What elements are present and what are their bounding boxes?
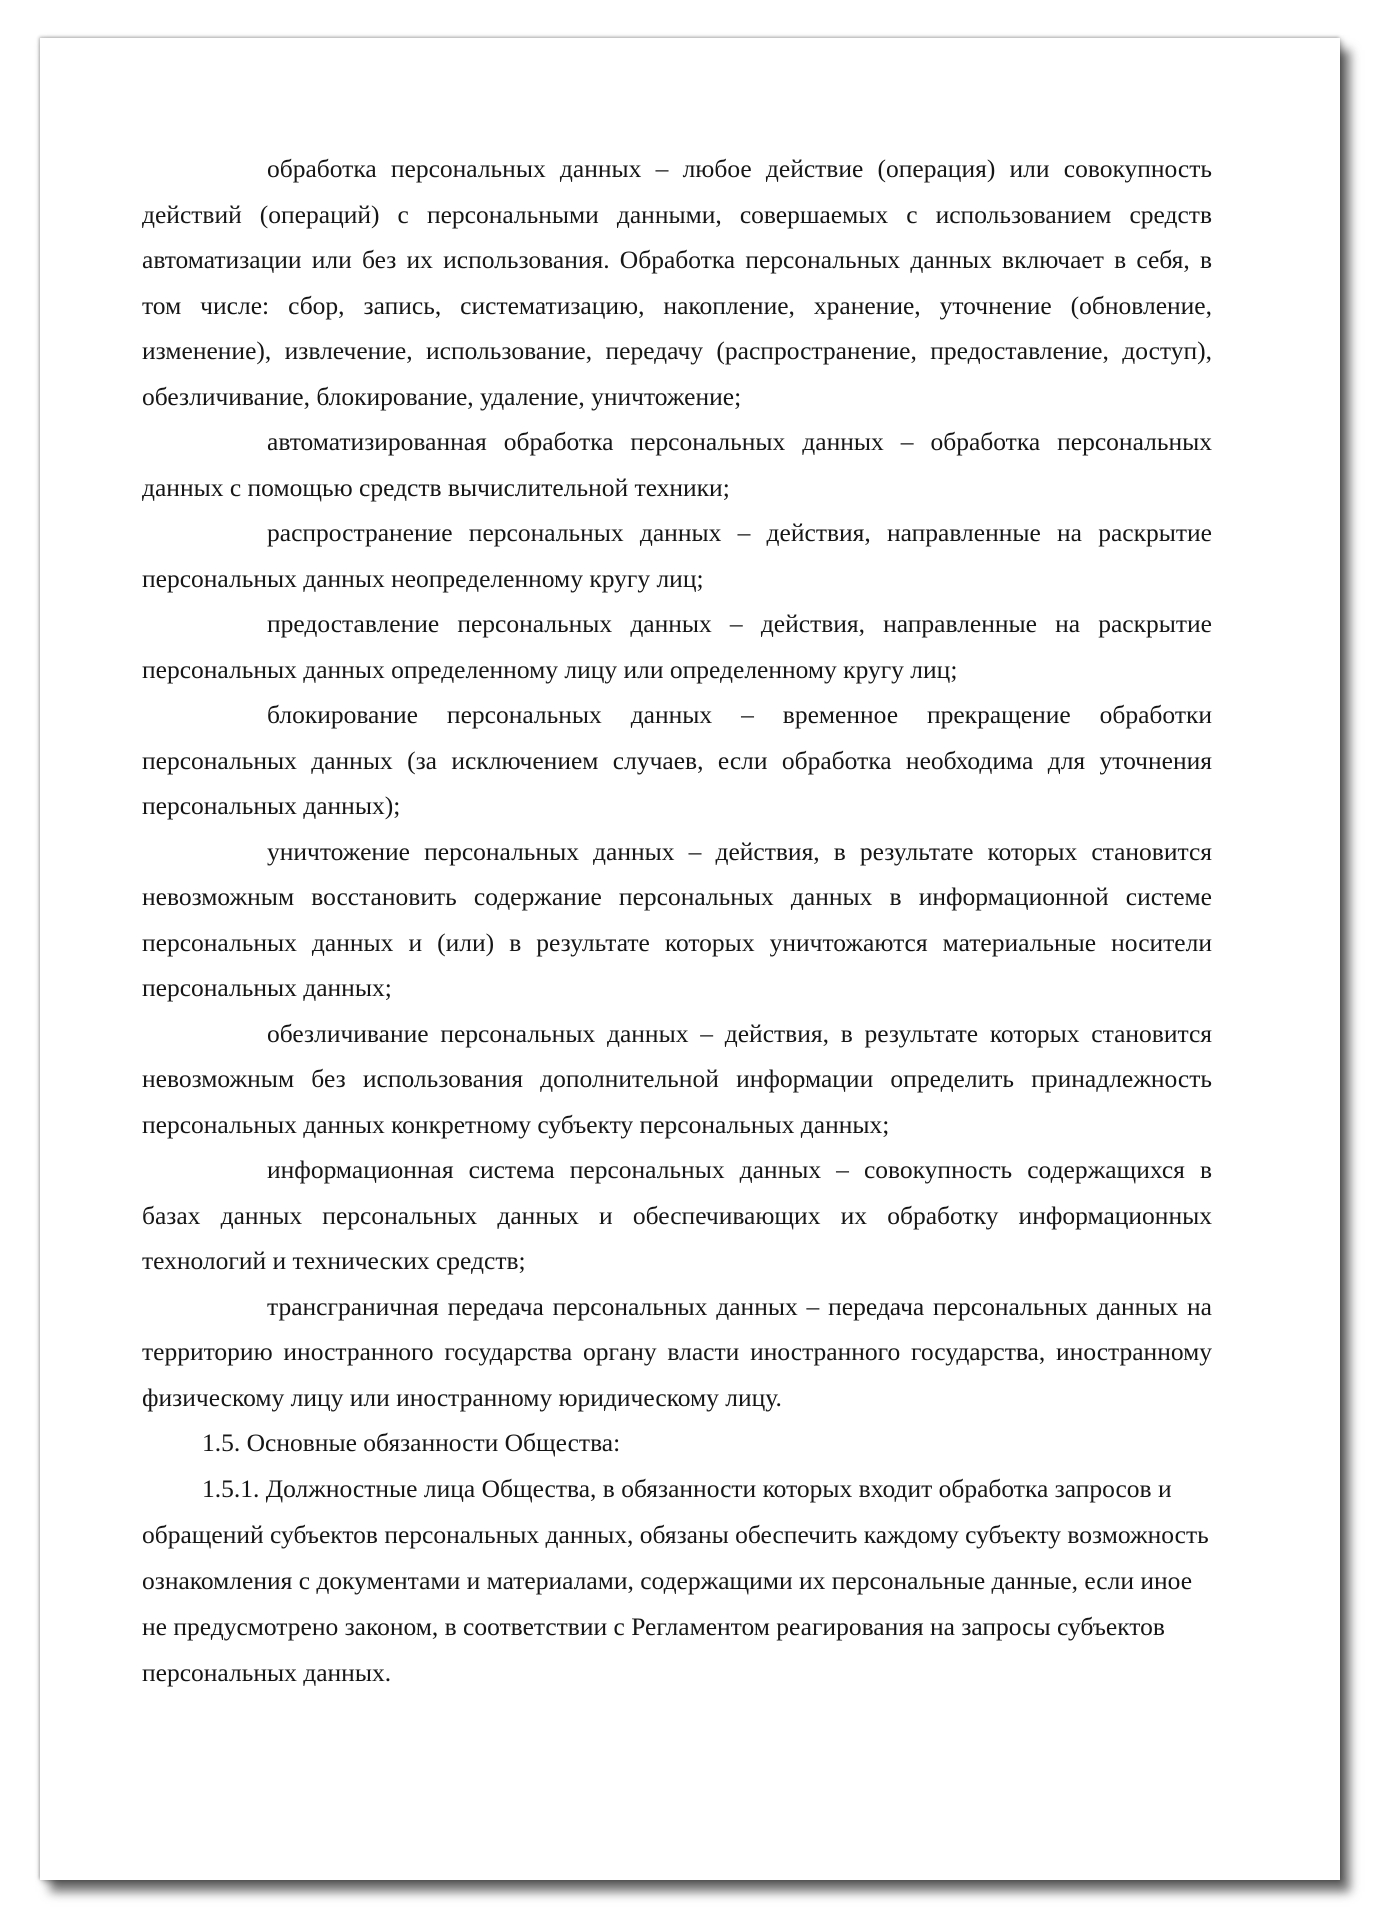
definition-destruction: уничтожение персональных данных – действия, в результате которых становится невозможным восстановить содержание персональных данных в информационной системе персональных данных и (или) в результате которых уничтожаются материальные носители персональных данных; bbox=[142, 836, 1212, 1002]
definition-cross-border-transfer: трансграничная передача персональных данных – передача персональных данных на территорию иностранного государства органу власти иностранного государства, иностранному физическому лицу или иностранному юридическому лицу. bbox=[142, 1291, 1212, 1412]
section-heading-obligations: 1.5. Основные обязанности Общества: bbox=[202, 1428, 621, 1457]
definition-personal-data-processing: обработка персональных данных – любое действие (операция) или совокупность действий (операций) с персональными данными, совершаемых с использованием средств автоматизации или без их использования. Обработка персональных данных включает в себя, в том числе: сбор, запись, систематизацию, накопление, хранение, уточнение (обновление, изменение), извлечение, использование, передачу (распространение, предоставление, доступ), обезличивание, блокирование, удаление, уничтожение; bbox=[142, 154, 1212, 411]
clause-1-5-1: 1.5.1. Должностные лица Общества, в обязанности которых входит обработка запросов и обращений субъектов персональных данных, обязаны обеспечить каждому субъекту возможность ознакомления с документами и материалами, содержащими их персональные данные, если иное не предусмотрено законом, в соответствии с Регламентом реагирования на запросы субъектов персональных данных. bbox=[142, 1473, 1209, 1687]
document-page bbox=[40, 38, 1340, 1880]
definition-dissemination: распространение персональных данных – действия, направленные на раскрытие персональных данных неопределенному кругу лиц; bbox=[142, 518, 1212, 593]
definition-depersonalization: обезличивание персональных данных – действия, в результате которых становится невозможным без использования дополнительной информации определить принадлежность персональных данных конкретному субъекту персональных данных; bbox=[142, 1018, 1212, 1139]
definition-provision: предоставление персональных данных – действия, направленные на раскрытие персональных данных определенному лицу или определенному кругу лиц; bbox=[142, 609, 1212, 684]
definition-blocking: блокирование персональных данных – временное прекращение обработки персональных данных (за исключением случаев, если обработка необходима для уточнения персональных данных); bbox=[142, 700, 1212, 820]
document-body bbox=[142, 146, 1212, 1696]
definition-information-system: информационная система персональных данных – совокупность содержащихся в базах данных персональных данных и обеспечивающих их обработку информационных технологий и технических средств; bbox=[142, 1155, 1212, 1275]
definition-automated-processing: автоматизированная обработка персональных данных – обработка персональных данных с помощью средств вычислительной техники; bbox=[142, 427, 1212, 502]
